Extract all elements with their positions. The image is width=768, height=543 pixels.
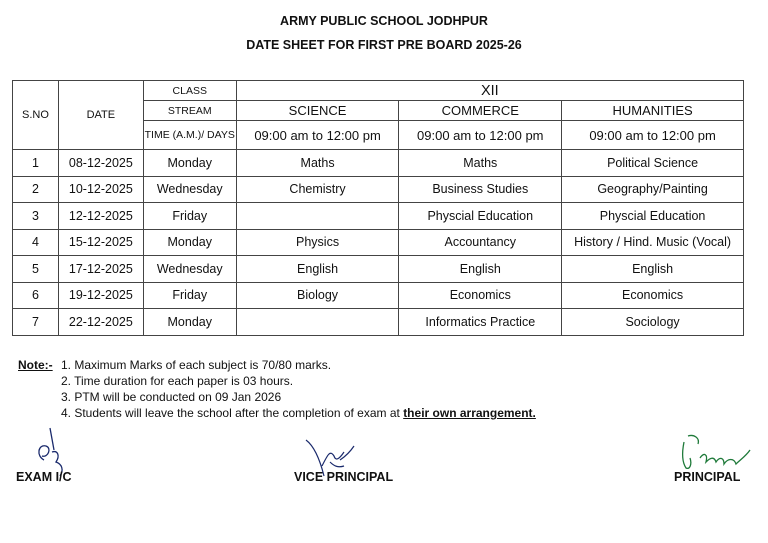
day-cell: Friday [143, 282, 236, 309]
date-header: DATE [58, 81, 143, 150]
class-label: CLASS [143, 81, 236, 101]
science-cell: Maths [236, 150, 399, 177]
timing-humanities: 09:00 am to 12:00 pm [562, 121, 744, 150]
commerce-cell: Accountancy [399, 229, 562, 256]
sno-cell: 1 [13, 150, 59, 177]
day-cell: Monday [143, 309, 236, 336]
commerce-cell: Informatics Practice [399, 309, 562, 336]
humanities-cell: Physcial Education [562, 203, 744, 230]
science-cell: Chemistry [236, 176, 399, 203]
note-item: 2. Time duration for each paper is 03 hours. [61, 374, 294, 388]
humanities-cell: Sociology [562, 309, 744, 336]
time-days-label: TIME (A.M.)/ DAYS [143, 121, 236, 150]
day-cell: Friday [143, 203, 236, 230]
note-label: Note:- [18, 358, 53, 372]
vice-principal-label: VICE PRINCIPAL [294, 470, 394, 484]
stream-humanities: HUMANITIES [562, 101, 744, 121]
humanities-cell: History / Hind. Music (Vocal) [562, 229, 744, 256]
day-cell: Monday [143, 150, 236, 177]
humanities-cell: Economics [562, 282, 744, 309]
sno-header: S.NO [13, 81, 59, 150]
timing-commerce: 09:00 am to 12:00 pm [399, 121, 562, 150]
table-row [13, 176, 744, 203]
note-emphasis: their own arrangement. [403, 406, 536, 420]
sno-cell: 3 [13, 203, 59, 230]
notes-list [61, 357, 661, 421]
principal-signature [676, 432, 752, 474]
table-row [13, 309, 744, 336]
timing-science: 09:00 am to 12:00 pm [236, 121, 399, 150]
table-row [13, 203, 744, 230]
stream-science: SCIENCE [236, 101, 399, 121]
table-row [13, 256, 744, 283]
date-cell: 12-12-2025 [58, 203, 143, 230]
date-cell: 19-12-2025 [58, 282, 143, 309]
sno-cell: 6 [13, 282, 59, 309]
date-cell: 22-12-2025 [58, 309, 143, 336]
commerce-cell: Business Studies [399, 176, 562, 203]
note-item [61, 405, 661, 421]
humanities-cell: Geography/Painting [562, 176, 744, 203]
stream-commerce: COMMERCE [399, 101, 562, 121]
table-row [13, 229, 744, 256]
date-sheet-table [12, 80, 744, 336]
commerce-cell: Maths [399, 150, 562, 177]
date-sheet-title: DATE SHEET FOR FIRST PRE BOARD 2025-26 [246, 38, 522, 52]
principal-label: PRINCIPAL [674, 470, 741, 484]
note-item-text: 4. Students will leave the school after the completion of exam at [61, 406, 404, 420]
date-cell: 08-12-2025 [58, 150, 143, 177]
sno-cell: 2 [13, 176, 59, 203]
science-cell: Physics [236, 229, 399, 256]
science-cell: English [236, 256, 399, 283]
note-item: 3. PTM will be conducted on 09 Jan 2026 [61, 390, 282, 404]
commerce-cell: Economics [399, 282, 562, 309]
day-cell: Wednesday [143, 176, 236, 203]
school-name: ARMY PUBLIC SCHOOL JODHPUR [280, 14, 488, 28]
stream-label: STREAM [143, 101, 236, 121]
commerce-cell: Physcial Education [399, 203, 562, 230]
sno-cell: 5 [13, 256, 59, 283]
sno-cell: 7 [13, 309, 59, 336]
date-cell: 17-12-2025 [58, 256, 143, 283]
table-row [13, 282, 744, 309]
date-cell: 10-12-2025 [58, 176, 143, 203]
sno-cell: 4 [13, 229, 59, 256]
day-cell: Monday [143, 229, 236, 256]
table-row [13, 150, 744, 177]
humanities-cell: English [562, 256, 744, 283]
exam-ic-label: EXAM I/C [16, 470, 72, 484]
day-cell: Wednesday [143, 256, 236, 283]
date-cell: 15-12-2025 [58, 229, 143, 256]
class-value: XII [236, 81, 743, 101]
science-cell: Biology [236, 282, 399, 309]
science-cell [236, 309, 399, 336]
humanities-cell: Political Science [562, 150, 744, 177]
note-item: 1. Maximum Marks of each subject is 70/80 marks. [61, 358, 332, 372]
science-cell [236, 203, 399, 230]
commerce-cell: English [399, 256, 562, 283]
